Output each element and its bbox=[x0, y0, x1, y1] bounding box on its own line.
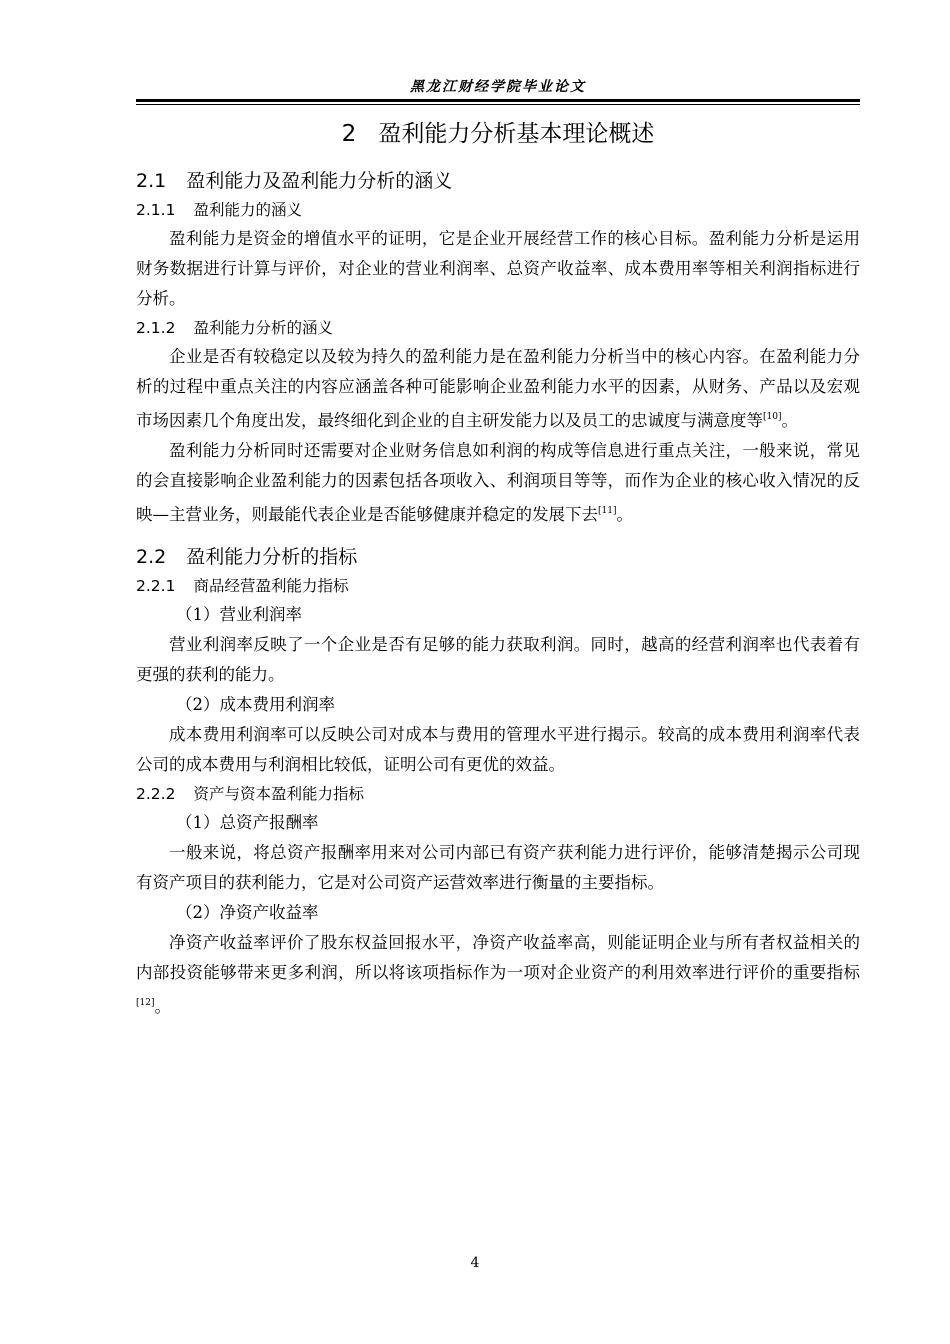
subsection-title: 商品经营盈利能力指标 bbox=[193, 577, 349, 595]
paragraph: 营业利润率反映了一个企业是否有足够的能力获取利润。同时，越高的经营利润率也代表着有更强的获利的能力。 bbox=[136, 635, 860, 684]
running-header: 黑龙江财经学院毕业论文 bbox=[410, 79, 586, 95]
subsection-heading-2-1-1 bbox=[136, 196, 860, 224]
citation: [10] bbox=[763, 412, 782, 422]
subsection-title: 资产与资本盈利能力指标 bbox=[193, 785, 364, 803]
paragraph: 一般来说，将总资产报酬率用来对公司内部已有资产获利能力进行评价，能够清楚揭示公司现有资产项目的获利能力，它是对公司资产运营效率进行衡量的主要指标。 bbox=[136, 843, 860, 892]
header-rule-thin bbox=[136, 104, 860, 105]
paragraph-text: 企业是否有较稳定以及较为持久的盈利能力是在盈利能力分析当中的核心内容。在盈利能力分析的过程中重点关注的内容应涵盖各种可能影响企业盈利能力水平的因素，从财务、产品以及宏观市场因素几个角度出发，最终细化到企业的自主研发能力以及员工的忠诚度与满意度等 bbox=[136, 347, 860, 430]
paragraph bbox=[136, 928, 860, 1022]
chapter-heading bbox=[136, 114, 860, 154]
list-item: （2）净资产收益率 bbox=[176, 903, 319, 922]
list-item: （1）总资产报酬率 bbox=[176, 813, 319, 832]
paragraph bbox=[136, 436, 860, 530]
paragraph: 盈利能力是资金的增值水平的证明，它是企业开展经营工作的核心目标。盈利能力分析是运用财务数据进行计算与评价，对企业的营业利润率、总资产收益率、成本费用率等相关利润指标进行分析。 bbox=[136, 229, 860, 308]
section-number: 2.2 bbox=[136, 546, 167, 568]
chapter-number: 2 bbox=[341, 121, 357, 147]
subsection-heading-2-1-2 bbox=[136, 314, 860, 342]
section-title: 盈利能力分析的指标 bbox=[186, 546, 358, 568]
subsection-heading-2-2-1 bbox=[136, 572, 860, 600]
subsection-title: 盈利能力的涵义 bbox=[193, 201, 302, 219]
list-item: （1）营业利润率 bbox=[176, 605, 302, 624]
citation: [11] bbox=[598, 506, 617, 516]
paragraph-text: 净资产收益率评价了股东权益回报水平，净资产收益率高，则能证明企业与所有者权益相关的内部投资能够带来更多利润，所以将该项指标作为一项对企业资产的利用效率进行评价的重要指标 bbox=[136, 933, 860, 982]
section-heading-2-1 bbox=[136, 166, 860, 196]
body-content bbox=[136, 112, 860, 1022]
subsection-number: 2.2.1 bbox=[136, 577, 176, 595]
subsection-title: 盈利能力分析的涵义 bbox=[193, 319, 333, 337]
paragraph: 成本费用利润率可以反映公司对成本与费用的管理水平进行揭示。较高的成本费用利润率代表公司的成本费用与利润相比较低，证明公司有更优的效益。 bbox=[136, 725, 860, 774]
paragraph-end: 。 bbox=[616, 505, 633, 524]
paragraph bbox=[136, 342, 860, 436]
list-item: （2）成本费用利润率 bbox=[176, 695, 335, 714]
subsection-number: 2.2.2 bbox=[136, 785, 176, 803]
paragraph-text: 盈利能力分析同时还需要对企业财务信息如利润的构成等信息进行重点关注，一般来说，常见的会直接影响企业盈利能力的因素包括各项收入、利润项目等等，而作为企业的核心收入情况的反映—主营业务，则最能代表企业是否能够健康并稳定的发展下去 bbox=[136, 441, 860, 524]
header-rule-thick bbox=[136, 99, 860, 102]
paragraph-end: 。 bbox=[781, 411, 798, 430]
paragraph-end: 。 bbox=[154, 997, 171, 1016]
subsection-number: 2.1.1 bbox=[136, 201, 176, 219]
section-heading-2-2 bbox=[136, 542, 860, 572]
page-number: 4 bbox=[470, 1255, 480, 1271]
section-title: 盈利能力及盈利能力分析的涵义 bbox=[186, 170, 453, 192]
chapter-title: 盈利能力分析基本理论概述 bbox=[378, 121, 655, 147]
subsection-heading-2-2-2 bbox=[136, 780, 860, 808]
subsection-number: 2.1.2 bbox=[136, 319, 176, 337]
citation: [12] bbox=[136, 998, 155, 1008]
section-number: 2.1 bbox=[136, 170, 167, 192]
